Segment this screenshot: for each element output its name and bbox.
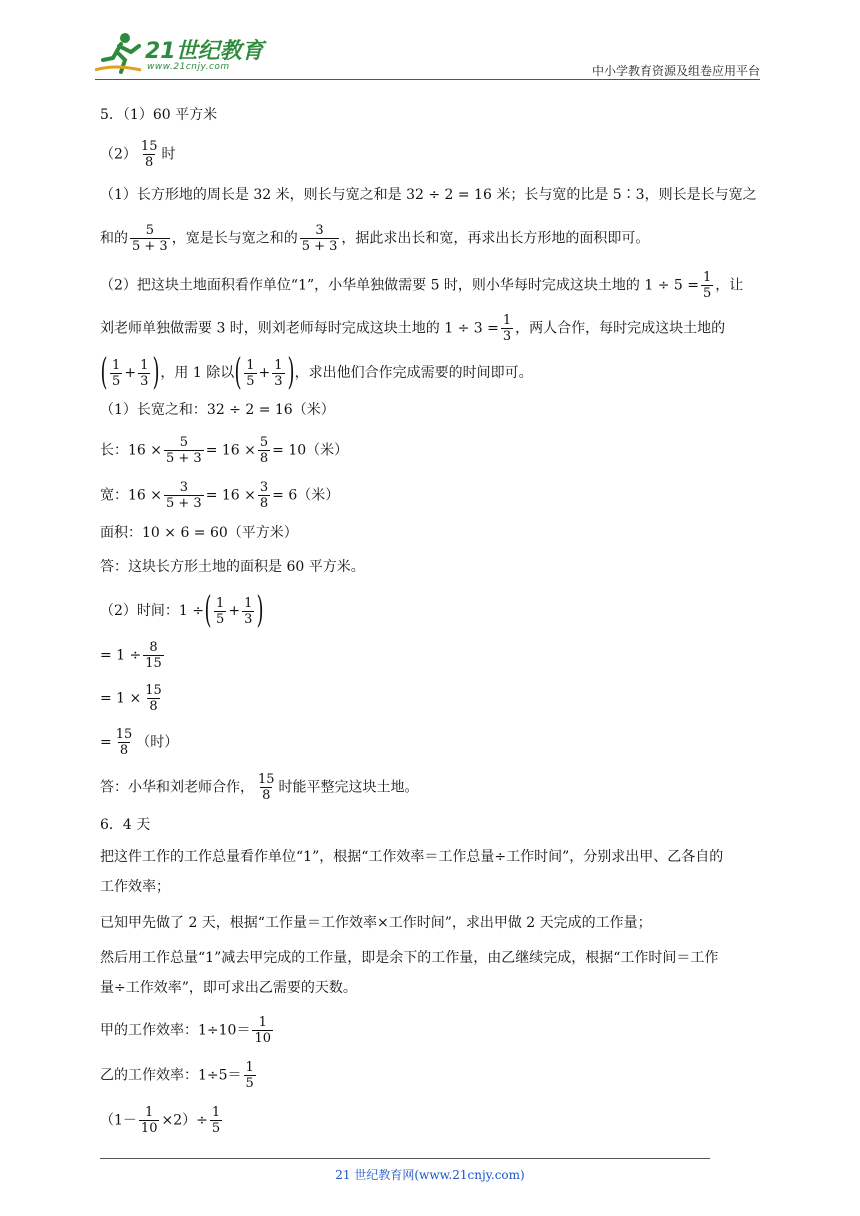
fraction: $\frac{1}{3}$	[502, 313, 512, 344]
fraction: $\frac{1}{3}$	[274, 357, 283, 389]
q6-answer: 6．4 天	[100, 817, 151, 833]
fraction: $\frac{1}{3}$	[244, 595, 253, 627]
fraction: $\frac{8}{15}$	[145, 640, 162, 671]
footer-link[interactable]: 21 世纪教育网(www.21cnjy.com)	[335, 1168, 525, 1182]
fraction: $\frac{1}{5}$	[112, 357, 121, 389]
fraction: $\frac{15}{8}$	[140, 139, 158, 170]
q6-line5: 量÷工作效率”，即可求出乙需要的天数。	[100, 980, 357, 996]
fraction: $\frac{1}{3}$	[140, 357, 149, 389]
fraction: $\frac{1}{5}$	[211, 1105, 221, 1136]
q5-sol2-step3: = $\frac{15}{8}$ （时）	[100, 727, 179, 758]
fraction: $\frac{5}{5 + 3}$	[166, 435, 202, 466]
q5-answer-1: 5．（1）60 平方米	[100, 107, 218, 123]
q5-answer-2: （2） $\frac{15}{8}$ 时	[100, 139, 176, 170]
fraction: $\frac{3}{5 + 3}$	[301, 223, 338, 254]
runner-icon	[95, 30, 143, 76]
q5-expl2-line3: ( $\frac{1}{5}$ + $\frac{1}{3}$ )，用 1 除以( $\frac{1}{5}$ + $\frac{1}{3}$ )，求出他们合作完成需要的时间即可。	[100, 352, 533, 393]
platform-title: 中小学教育资源及组卷应用平台	[591, 64, 760, 78]
logo-url: www.21cnjy.com	[147, 62, 230, 72]
q5-sol1-length: 长：16 × $\frac{5}{5 + 3}$ = 16 × $\frac{5}{8}$ = 10（米）	[100, 435, 349, 466]
q5-sol1-width: 宽：16 × $\frac{3}{5 + 3}$ = 16 × $\frac{3}{8}$ = 6（米）	[100, 480, 340, 511]
q6-yi-efficiency: 乙的工作效率：1÷5＝ $\frac{1}{5}$	[100, 1060, 254, 1091]
fraction: $\frac{1}{10}$	[254, 1015, 271, 1046]
fraction: $\frac{5}{5 + 3}$	[132, 223, 168, 254]
q5-sol1-area: 面积：10 × 6 = 60（平方米）	[100, 525, 298, 541]
q6-line4: 然后用工作总量“1”减去甲完成的工作量，即是余下的工作量，由乙继续完成，根据“工作时间＝工作	[100, 950, 719, 966]
q5-expl1-line1: （1）长方形地的周长是 32 米，则长与宽之和是 32 ÷ 2 = 16 米；长与宽的比是 5∶3，则长是长与宽之	[100, 187, 757, 203]
header-divider	[95, 79, 760, 80]
fraction: $\frac{1}{5}$	[245, 1060, 254, 1091]
q5-expl2-line1: （2）把这块土地面积看作单位“1”，小华单独做需要 5 时，则小华每时完成这块土地的 1 ÷ 5 = $\frac{1}{5}$ ，让	[100, 270, 744, 301]
q6-line1: 把这件工作的工作总量看作单位“1”，根据“工作效率＝工作总量÷工作时间”，分别求出甲、乙各自的	[100, 849, 724, 865]
site-logo	[95, 30, 265, 78]
q5-sol1-sum: （1）长宽之和：32 ÷ 2 = 16（米）	[100, 402, 335, 418]
q5-sol1-answer: 答：这块长方形土地的面积是 60 平方米。	[100, 559, 365, 575]
fraction: $\frac{15}{8}$	[145, 683, 162, 714]
page-header	[95, 30, 760, 80]
fraction: $\frac{1}{10}$	[140, 1105, 158, 1136]
q5-sol2-step2: = 1 × $\frac{15}{8}$	[100, 683, 162, 714]
footer-divider	[100, 1158, 710, 1159]
q6-jia-efficiency: 甲的工作效率：1÷10＝ $\frac{1}{10}$	[100, 1015, 271, 1046]
q5-expl1-line2: 和的 $\frac{5}{5 + 3}$ ，宽是长与宽之和的 $\frac{3}{5 + 3}$ ，据此求出长和宽，再求出长方形地的面积即可。	[100, 223, 650, 254]
fraction: $\frac{15}{8}$	[258, 772, 275, 803]
fraction: $\frac{1}{5}$	[216, 595, 225, 627]
logo-text: 21世纪教育	[145, 39, 264, 64]
q5-expl2-line2: 刘老师单独做需要 3 时，则刘老师每时完成这块土地的 1 ÷ 3 = $\frac{1}{3}$ ，两人合作，每时完成这块土地的	[100, 313, 726, 344]
q5-sol2-time: （2）时间：1 ÷( $\frac{1}{5}$ + $\frac{1}{3}$ )	[100, 590, 264, 631]
fraction: $\frac{1}{5}$	[246, 357, 255, 389]
q5-sol2-answer: 答：小华和刘老师合作， $\frac{15}{8}$ 时能平整完这块土地。	[100, 772, 419, 803]
fraction: $\frac{15}{8}$	[115, 727, 133, 758]
q5-sol2-step1: = 1 ÷ $\frac{8}{15}$	[100, 640, 162, 671]
fraction: $\frac{5}{8}$	[259, 435, 269, 466]
q6-line2: 工作效率；	[100, 879, 170, 895]
q6-line3: 已知甲先做了 2 天，根据“工作量＝工作效率×工作时间”，求出甲做 2 天完成的工作量；	[100, 915, 652, 931]
fraction: $\frac{3}{5 + 3}$	[166, 480, 202, 511]
q6-calc: （1－ $\frac{1}{10}$ ×2）÷ $\frac{1}{5}$	[100, 1105, 221, 1136]
fraction: $\frac{1}{5}$	[703, 270, 712, 301]
fraction: $\frac{3}{8}$	[259, 480, 269, 511]
